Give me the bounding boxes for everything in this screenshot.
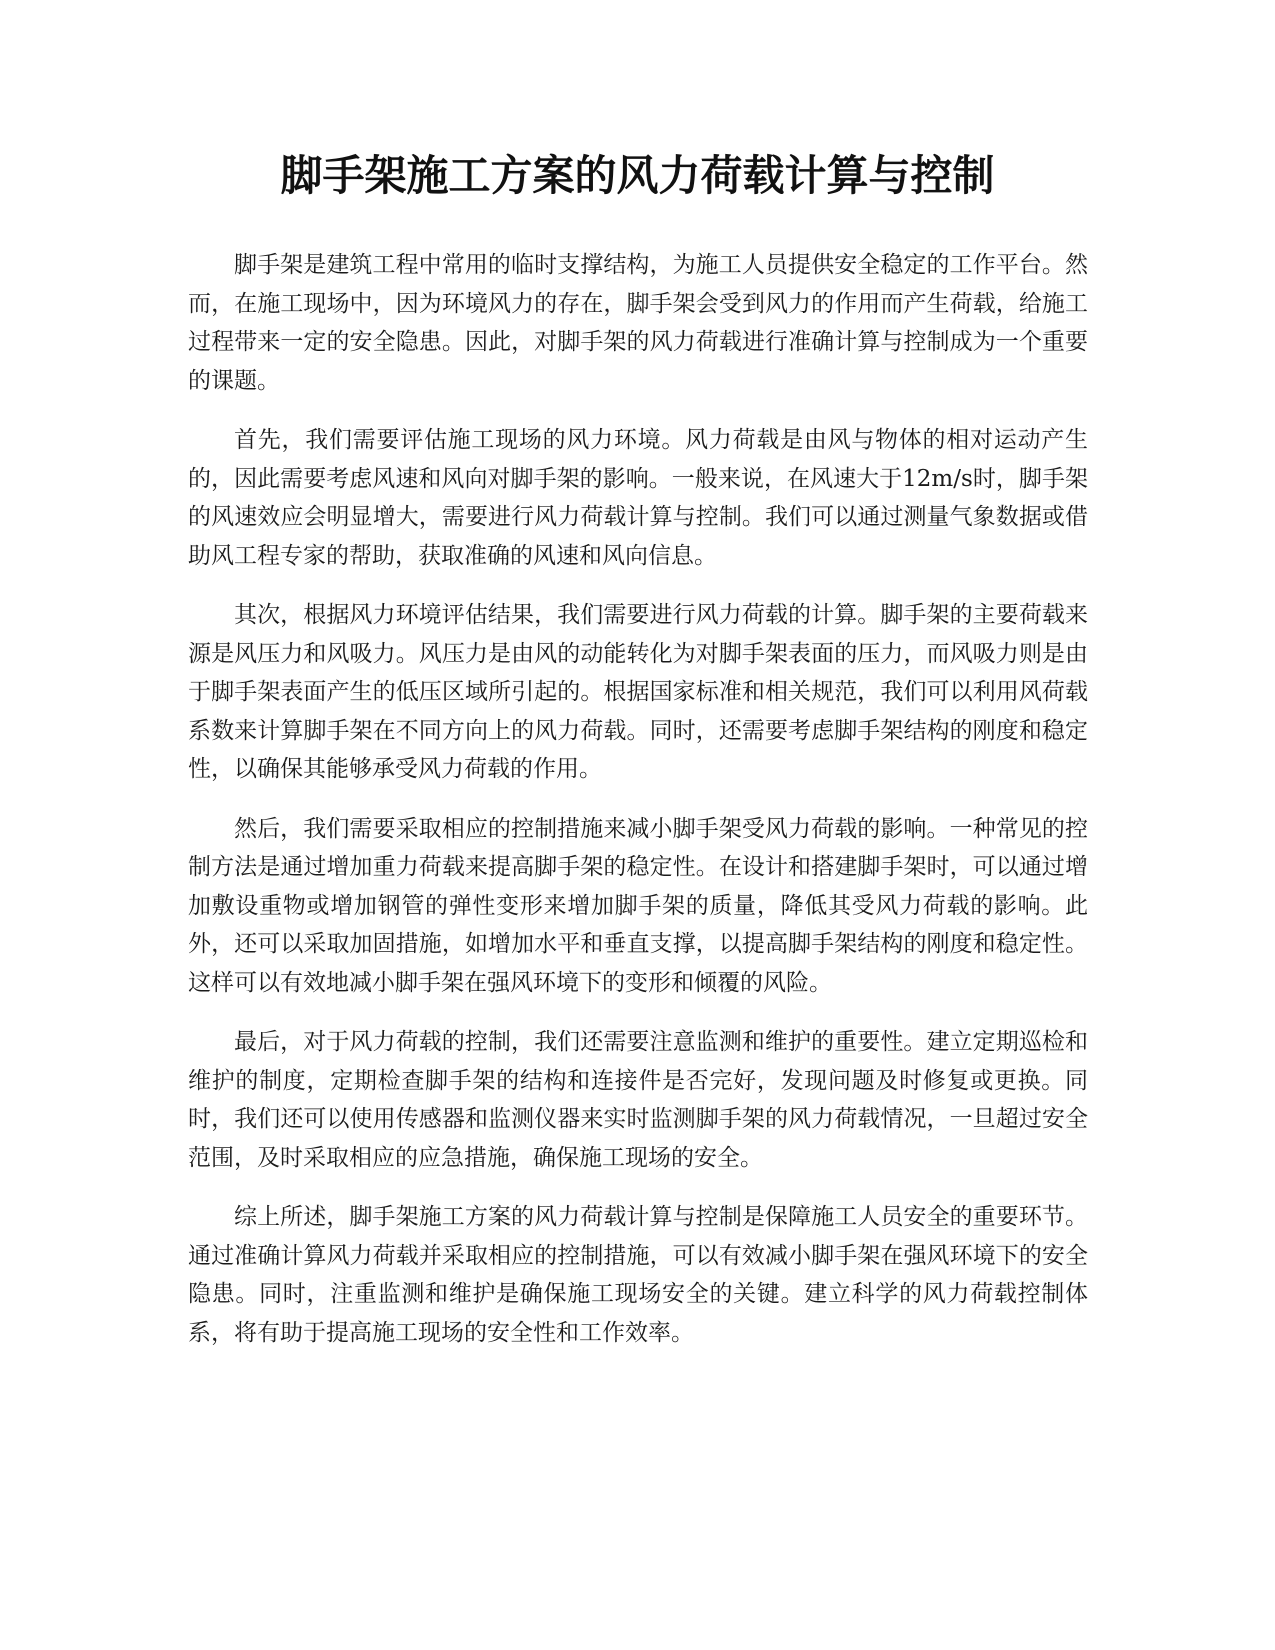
document-title: 脚手架施工方案的风力荷载计算与控制 xyxy=(280,151,995,200)
paragraph-then: 然后，我们需要采取相应的控制措施来减小脚手架受风力荷载的影响。一种常见的控制方法是通过增加重力荷载来提高脚手架的稳定性。在设计和搭建脚手架时，可以通过增加敷设重物或增加钢管的弹性变形来增加脚手架的质量，降低其受风力荷载的影响。此外，还可以采取加固措施，如增加水平和垂直支撑，以提高脚手架结构的刚度和稳定性。这样可以有效地减小脚手架在强风环境下的变形和倾覆的风险。 xyxy=(188,815,1088,996)
paragraph-first: 首先，我们需要评估施工现场的风力环境。风力荷载是由风与物体的相对运动产生的，因此需要考虑风速和风向对脚手架的影响。一般来说，在风速大于12m/s时，脚手架的风速效应会明显增大，需要进行风力荷载计算与控制。我们可以通过测量气象数据或借助风工程专家的帮助，获取准确的风速和风向信息。 xyxy=(188,427,1088,569)
paragraph-summary: 综上所述，脚手架施工方案的风力荷载计算与控制是保障施工人员安全的重要环节。通过准确计算风力荷载并采取相应的控制措施，可以有效减小脚手架在强风环境下的安全隐患。同时，注重监测和维护是确保施工现场安全的关键。建立科学的风力荷载控制体系，将有助于提高施工现场的安全性和工作效率。 xyxy=(188,1204,1088,1346)
paragraph-intro: 脚手架是建筑工程中常用的临时支撑结构，为施工人员提供安全稳定的工作平台。然而，在施工现场中，因为环境风力的存在，脚手架会受到风力的作用而产生荷载，给施工过程带来一定的安全隐患。因此，对脚手架的风力荷载进行准确计算与控制成为一个重要的课题。 xyxy=(188,252,1088,394)
paragraph-finally: 最后，对于风力荷载的控制，我们还需要注意监测和维护的重要性。建立定期巡检和维护的制度，定期检查脚手架的结构和连接件是否完好，发现问题及时修复或更换。同时，我们还可以使用传感器和监测仪器来实时监测脚手架的风力荷载情况，一旦超过安全范围，及时采取相应的应急措施，确保施工现场的安全。 xyxy=(188,1029,1088,1171)
document-body xyxy=(188,246,1088,1373)
paragraph-second: 其次，根据风力环境评估结果，我们需要进行风力荷载的计算。脚手架的主要荷载来源是风压力和风吸力。风压力是由风的动能转化为对脚手架表面的压力，而风吸力则是由于脚手架表面产生的低压区域所引起的。根据国家标准和相关规范，我们可以利用风荷载系数来计算脚手架在不同方向上的风力荷载。同时，还需要考虑脚手架结构的刚度和稳定性，以确保其能够承受风力荷载的作用。 xyxy=(188,602,1088,782)
